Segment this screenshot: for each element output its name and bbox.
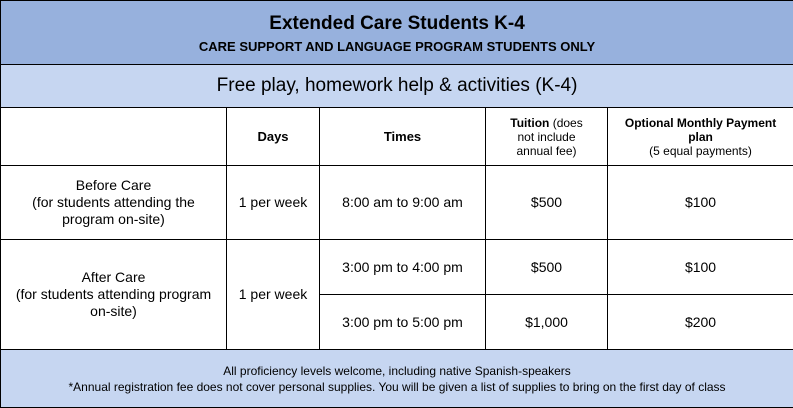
header-tuition-note-2: not include (490, 130, 603, 144)
program-note-line: program on-site) (5, 211, 222, 228)
header-times: Times (320, 108, 486, 166)
activities-banner: Free play, homework help & activities (K-4) (1, 65, 793, 108)
header-tuition (486, 108, 608, 166)
header-payment-title-1: Optional Monthly Payment (625, 116, 776, 130)
program-name: Before Care (5, 177, 222, 194)
title-cell (1, 1, 793, 65)
monthly-after-care-1: $100 (608, 240, 793, 295)
header-program (1, 108, 227, 166)
header-payment-title-2: plan (688, 130, 713, 144)
program-before-care (1, 166, 227, 240)
times-after-care-2: 3:00 pm to 5:00 pm (320, 295, 486, 350)
header-payment-note: (5 equal payments) (612, 144, 789, 158)
monthly-after-care-2: $200 (608, 295, 793, 350)
program-note-line: (for students attending the (5, 194, 222, 211)
program-note-line: (for students attending program (5, 286, 222, 303)
footer-cell (1, 350, 793, 408)
tuition-before-care: $500 (486, 166, 608, 240)
program-after-care (1, 240, 227, 350)
column-header-row (1, 108, 793, 166)
days-after-care: 1 per week (227, 240, 320, 350)
footer-line-2: *Annual registration fee does not cover personal supplies. You will be given a list of supplies to bring on the first day of class (5, 379, 789, 395)
monthly-before-care: $100 (608, 166, 793, 240)
header-tuition-bold: Tuition (510, 116, 549, 130)
header-tuition-note-1: (does (549, 116, 582, 130)
footer-line-1: All proficiency levels welcome, including native Spanish-speakers (5, 363, 789, 379)
table-row-after-care-1 (1, 240, 793, 295)
days-before-care: 1 per week (227, 166, 320, 240)
header-monthly-payment (608, 108, 793, 166)
header-tuition-note-3: annual fee) (490, 144, 603, 158)
header-days: Days (227, 108, 320, 166)
times-after-care-1: 3:00 pm to 4:00 pm (320, 240, 486, 295)
footer-row (1, 350, 793, 408)
table-row-before-care (1, 166, 793, 240)
tuition-after-care-2: $1,000 (486, 295, 608, 350)
banner-row (1, 65, 793, 108)
page-subtitle: CARE SUPPORT AND LANGUAGE PROGRAM STUDENTS ONLY (5, 39, 789, 55)
title-row (1, 1, 793, 65)
times-before-care: 8:00 am to 9:00 am (320, 166, 486, 240)
program-note-line: on-site) (5, 303, 222, 320)
tuition-after-care-1: $500 (486, 240, 608, 295)
page-title: Extended Care Students K-4 (5, 13, 789, 35)
program-name: After Care (5, 269, 222, 286)
